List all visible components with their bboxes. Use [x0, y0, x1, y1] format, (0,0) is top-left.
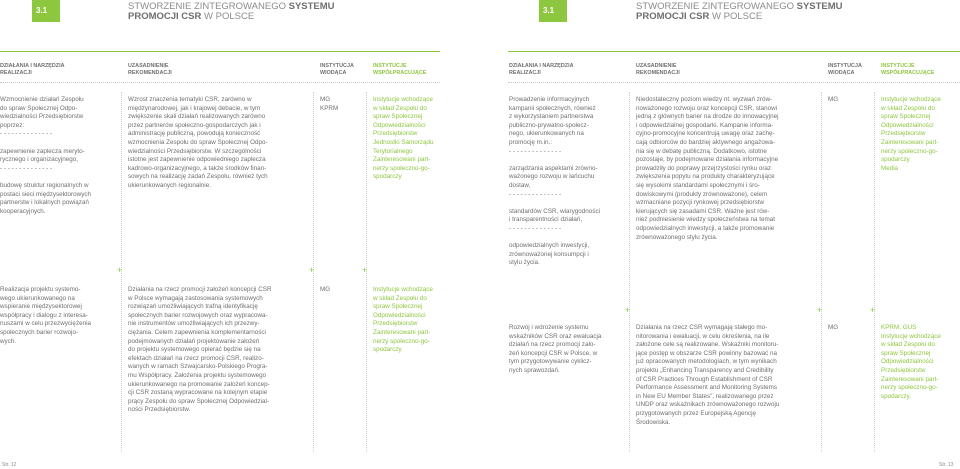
left-row1-partners: Instytucje wchodzące w skład Zespołu do spraw Społecznej Odpowiedzialności Przedsiębiorstw Jednostki Samorządu Terytorialnego Zainteresowani part- nerzy społeczno-go- spodarczy: [373, 96, 434, 181]
col-head-partners-right: INSTYTUCJE WSPÓŁPRACUJĄCE: [881, 63, 935, 76]
left-row2-actions: Realizacja projektu systemo- wego ukierunkowanego na wspieranie międzysektorowej współpracy i dialogu z interesa- nuszami w celu przezwyciężenia społecznych barier rozwojo- wych.: [0, 286, 91, 345]
page-number-left: Str. 12: [2, 462, 17, 468]
plus-icon: +: [870, 305, 876, 315]
right-row1-actions: Prowadzenie informacyjnych kampanii społecznych, również z wykorzystaniem partnerstwa publiczno-prywatno-społecz- nego, ukierunkowanych na promocję m.in.: - - - - - - - - - - - - - - zarządzania aspektami zrówno- ważonego rozwoju w łańcuchu dostaw, - - - - - - - - - - - - - - standardów CSR, wiarygodności i transparentności działań, - - - - - - - - - - - - - - odpowiedzialnych inwestycji, zrównoważonej konsumpcji i stylu życia.: [509, 96, 600, 267]
col-head-justification-left: UZASADNIENIE REKOMENDACJI: [128, 63, 172, 76]
left-row1-lead: MG KPRM: [320, 96, 339, 112]
heading-divider-left: [0, 82, 440, 83]
plus-icon: +: [625, 305, 631, 315]
plus-icon: +: [309, 265, 315, 275]
right-row2-partners: KPRM, GUS Instytucje wchodzące w skład Zespołu do spraw Społecznej Odpowiedzialności Przedsiębiorstw Zainteresowani part- nerzy społeczno-go- spodarczy.: [881, 324, 941, 400]
column-divider: [874, 92, 875, 452]
column-divider: [821, 92, 822, 452]
col-head-partners-left: INSTYTUCJE WSPÓŁPRACUJĄCE: [373, 63, 427, 76]
right-row1-justification: Niedostateczny poziom wiedzy nt. wyzwań zrów- noważonego rozwoju oraz koncepcji CSR, stanowi jedną z głównych barier na drodze do innowacyjnej i odpowiedzialnej gospodarki. Kampanie informa- cyjno-promocyjne koncentrują uwagę oraz zachę- cają odbiorców do bardziej aktywnego angażowa- nia się w debatę publiczną. Dodatkowo, istotne pozostaje, by podejmowane działania informacyjne prowadziły do poprawy przejrzystości rynku oraz zwiększenia popytu na produkty charakteryzujące się wysokimi standardami społecznymi i śro- dowiskowymi (produkty zrównoważone), celem wzmacniane pozycji rynkowej przedsiębiorstw kierujących się zasadami CSR. Ważne jest rów- nież podniesienie wiedzy społeczeństwa na temat odpowiedzialnych inwestycji, a także promowanie zrównoważonego stylu życia.: [636, 96, 779, 241]
right-row2-actions: Rozwój i wdrożenie systemu wskaźników CSR oraz ewaluacja działań na rzecz promocji zało- żeń koncepcji CSR w Polsce, w tym przygotowywanie cyklicz- nych sprawozdań.: [509, 324, 602, 374]
header-rule-right: [508, 51, 960, 52]
col-head-lead-right: INSTYTUCJA WIODĄCA: [828, 63, 862, 76]
right-row2-justification: Działania na rzecz CSR wymagają stałego mo- nitorowania i ewaluacji, w celu określenia, na ile założone cele są realizowane. Wskaźniki monitoru- jące postęp w obszarze CSR powinny bazować na już opracowanych metodologiach, w tym wynikach projektu „Enhancing Transparency and Credibility of CSR Practices Through Establishment of CSR Performance Assessment and Monitoring Systems in New EU Member States”, realizowanego przez UNDP oraz wskaźnikach zrównoważonego rozwoju przygotowanych przez Europejską Agencję Środowiska.: [636, 324, 780, 426]
left-row1-actions: Wzmocnienie działań Zespołu do spraw Społecznej Odpo- wiedzialności Przedsiębiorstw poprzez: - - - - - - - - - - - - - - zapewnienie zaplecza meryto- rycznego i organizacyjnego, - - - - - - - - - - - - - - budowę struktur regionalnych w postaci sieci międzysektorowych partnerstw i lokalnych powiązań kooperacyjnych.: [0, 96, 91, 215]
left-row1-justification: Wzrost znaczenia tematyki CSR, zarówno w międzynarodowej, jak i krajowej debacie, w tym zwiększenie skali działań realizowanych zarówno przez partnerów społeczno-gospodarczych jak i administrację publiczną, powodują konieczność wzmocnienia Zespołu do spraw Społecznej Odpo- wiedzialności Przedsiębiorstw. W szczególności istotne jest zapewnienie odpowiedniego zaplecza kadrowo-organizacyjnego, a także środków finan- sowych na realizację zadań Zespołu, również tych ukierunkowanych regionalnie.: [128, 96, 268, 189]
heading-divider-right: [508, 82, 960, 83]
right-row1-lead: MG: [828, 96, 839, 103]
right-row2-lead: MG: [828, 324, 839, 331]
chapter-badge-right: 3.1: [539, 0, 567, 22]
plus-icon: +: [362, 265, 368, 275]
page-title-left: STWORZENIE ZINTEGROWANEGO SYSTEMU PROMOCJI CSR W POLSCE: [128, 1, 335, 22]
chapter-badge-left: 3.1: [32, 0, 60, 22]
header-rule-left: [0, 51, 440, 52]
col-head-actions-left: DZIAŁANIA I NARZĘDZIA REALIZACJI: [0, 63, 65, 76]
left-row2-lead: MG: [320, 286, 331, 293]
page-number-right: Str. 13: [939, 462, 954, 468]
col-head-actions-right: DZIAŁANIA I NARZĘDZIA REALIZACJI: [509, 63, 574, 76]
col-head-lead-left: INSTYTUCJA WIODĄCA: [320, 63, 354, 76]
left-row2-partners: Instytucje wchodzące w skład Zespołu do spraw Społecznej Odpowiedzialności Przedsiębiorstw Zainteresowani part- nerzy społeczno-go- spodarczy: [373, 286, 433, 354]
plus-icon: +: [817, 305, 823, 315]
plus-icon: +: [117, 265, 123, 275]
left-row2-justification: Działania na rzecz promocji założeń koncepcji CSR w Polsce wymagają zastosowania systemowych rozwiązań umożliwiających trafną identyfikację społecznych barier rozwojowych oraz wypracowa- nie instrumentów umożliwiających ich przezwy- ciężania. Celem zapewnienia komplementarności podejmowanych działań projektowanie założeń do projektu systemowego opierać będzie się na efektach działań na rzecz promocji CSR, realizo- wanych w ramach Szwajcarsko-Polskiego Progra- mu Współpracy. Założenia projektu systemowego ukierunkowanego na promowanie założeń koncep- cji CSR zostaną wypracowane na kolejnym etapie prący Zespołu do spraw Społecznej Odpowiedzial- ności Przedsiębiorstw.: [128, 286, 272, 414]
col-head-justification-right: UZASADNIENIE REKOMENDACJI: [636, 63, 680, 76]
column-divider: [629, 92, 630, 452]
page-title-right: STWORZENIE ZINTEGROWANEGO SYSTEMU PROMOCJI CSR W POLSCE: [636, 1, 843, 22]
right-row1-partners: Instytucje wchodzące w skład Zespołu do spraw Społecznej Odpowiedzialności Przedsiębiorstw Zainteresowani part- nerzy społeczno-go- spodarczy Media: [881, 96, 941, 172]
